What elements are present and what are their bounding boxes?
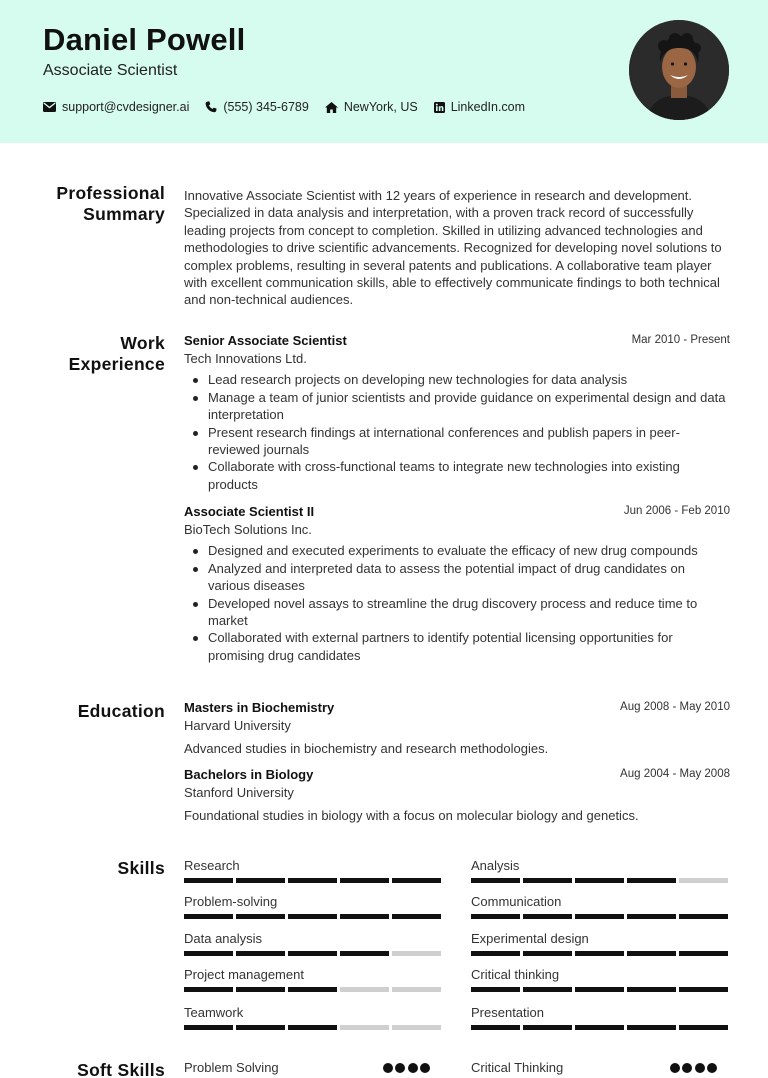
section-title-soft-skills: Soft Skills — [77, 1060, 165, 1078]
profile-photo — [629, 20, 729, 120]
job-dates: Mar 2010 - Present — [631, 334, 730, 346]
contact-phone[interactable] — [205, 100, 308, 114]
skill-name: Communication — [471, 894, 562, 909]
skill-level-segment — [679, 914, 728, 919]
skill-level-segment — [184, 878, 233, 883]
skill-level-segment — [184, 1025, 233, 1030]
skill-name: Critical thinking — [471, 967, 560, 982]
rating-dot — [408, 1063, 418, 1073]
skill-level-bar — [471, 914, 729, 919]
education-dates: Aug 2004 - May 2008 — [620, 768, 730, 780]
skill-level-segment — [340, 878, 389, 883]
skill-level-bar — [184, 878, 442, 883]
skill-name: Project management — [184, 967, 304, 982]
skill-level-segment — [236, 914, 285, 919]
job-entry — [184, 503, 730, 664]
job-company: BioTech Solutions Inc. — [184, 522, 312, 537]
skill-level-segment — [679, 878, 728, 883]
skill-level-bar — [471, 1025, 729, 1030]
skill-level-segment — [471, 987, 520, 992]
education-description: Foundational studies in biology with a focus on molecular biology and genetics. — [184, 808, 639, 824]
skill-item — [471, 967, 729, 992]
skill-level-segment — [340, 914, 389, 919]
degree: Bachelors in Biology — [184, 767, 314, 782]
skill-level-segment — [627, 987, 676, 992]
contact-location-text: NewYork, US — [343, 100, 418, 114]
skill-level-segment — [523, 914, 572, 919]
skill-level-bar — [184, 951, 442, 956]
skill-level-segment — [523, 987, 572, 992]
skill-name: Presentation — [471, 1005, 544, 1020]
skill-level-bar — [471, 878, 729, 883]
section-title-line: Work — [120, 333, 165, 353]
education-entry — [184, 699, 730, 758]
skill-level-segment — [340, 987, 389, 992]
envelope-icon — [43, 102, 56, 112]
soft-skill-name: Problem Solving — [184, 1060, 279, 1075]
skill-name: Problem-solving — [184, 894, 278, 909]
job-bullets — [208, 542, 730, 664]
skill-level-segment — [471, 878, 520, 883]
skill-level-segment — [471, 951, 520, 956]
section-title-skills: Skills — [117, 858, 165, 878]
skill-level-segment — [471, 1025, 520, 1030]
section-title-line: Experience — [68, 354, 165, 374]
skill-level-segment — [679, 951, 728, 956]
soft-skill-rating — [380, 1063, 430, 1073]
skill-level-segment — [575, 914, 624, 919]
bullet-item: Designed and executed experiments to evaluate the efficacy of new drug compounds — [208, 542, 730, 559]
contact-email[interactable] — [43, 100, 189, 114]
job-dates: Jun 2006 - Feb 2010 — [623, 505, 730, 517]
bullet-item: Manage a team of junior scientists and provide guidance on experimental design and data interpretation — [208, 389, 730, 424]
skill-level-segment — [627, 914, 676, 919]
skill-level-segment — [236, 1025, 285, 1030]
skill-level-segment — [679, 1025, 728, 1030]
skill-level-segment — [236, 951, 285, 956]
section-title-summary — [20, 183, 165, 225]
school: Stanford University — [184, 785, 294, 800]
skill-level-segment — [340, 951, 389, 956]
skill-level-segment — [184, 914, 233, 919]
skill-level-segment — [184, 987, 233, 992]
skill-level-bar — [184, 914, 442, 919]
skill-item — [184, 967, 442, 992]
contact-linkedin[interactable] — [434, 100, 525, 114]
soft-skill-item — [471, 1060, 717, 1075]
skill-level-segment — [575, 878, 624, 883]
rating-dot — [383, 1063, 393, 1073]
skill-level-segment — [236, 987, 285, 992]
skill-name: Research — [184, 858, 240, 873]
skill-level-segment — [236, 878, 285, 883]
skill-level-segment — [184, 951, 233, 956]
skill-item — [471, 858, 729, 883]
rating-dot — [670, 1063, 680, 1073]
section-title-education: Education — [77, 701, 165, 721]
bullet-item: Analyzed and interpreted data to assess the potential impact of drug candidates on various diseases — [208, 560, 730, 595]
contact-phone-text: (555) 345-6789 — [223, 100, 309, 114]
soft-skill-item — [184, 1060, 430, 1075]
skill-level-segment — [288, 914, 337, 919]
bullet-item: Present research findings at international conferences and publish papers in peer-reviewed journals — [208, 424, 730, 459]
skill-level-segment — [288, 878, 337, 883]
skill-item — [184, 931, 442, 956]
rating-dot — [695, 1063, 705, 1073]
resume-header — [0, 0, 768, 143]
rating-dot — [682, 1063, 692, 1073]
contact-location — [325, 100, 418, 114]
skill-item — [471, 1005, 729, 1030]
skill-level-segment — [471, 914, 520, 919]
skill-level-bar — [184, 987, 442, 992]
skill-level-segment — [523, 951, 572, 956]
skill-level-segment — [392, 951, 441, 956]
skill-name: Teamwork — [184, 1005, 244, 1020]
skill-name: Experimental design — [471, 931, 589, 946]
linkedin-icon — [434, 102, 445, 113]
contact-bar — [43, 100, 541, 114]
skill-level-segment — [288, 987, 337, 992]
skill-item — [184, 858, 442, 883]
skill-level-segment — [392, 987, 441, 992]
skill-level-segment — [392, 878, 441, 883]
skill-level-segment — [575, 1025, 624, 1030]
skill-item — [471, 894, 729, 919]
contact-linkedin-text: LinkedIn.com — [450, 100, 526, 114]
skill-level-segment — [392, 1025, 441, 1030]
skill-item — [471, 931, 729, 956]
skill-level-segment — [679, 987, 728, 992]
rating-dot — [395, 1063, 405, 1073]
job-bullets — [208, 371, 730, 493]
section-title-line: Professional — [56, 183, 165, 203]
skill-item — [184, 894, 442, 919]
phone-icon — [205, 101, 217, 113]
candidate-name: Daniel Powell — [43, 22, 246, 57]
home-icon — [325, 102, 338, 113]
degree: Masters in Biochemistry — [184, 700, 335, 715]
bullet-item: Lead research projects on developing new technologies for data analysis — [208, 371, 730, 388]
skill-level-segment — [575, 951, 624, 956]
skill-level-segment — [288, 1025, 337, 1030]
skill-level-bar — [471, 951, 729, 956]
education-dates: Aug 2008 - May 2010 — [620, 701, 730, 713]
section-title-line: Summary — [83, 204, 165, 224]
skill-name: Data analysis — [184, 931, 263, 946]
rating-dot — [707, 1063, 717, 1073]
skill-level-segment — [627, 1025, 676, 1030]
summary-text: Innovative Associate Scientist with 12 years of experience in research and development. Specialized in data analysis and interpretation, with a proven track record of successfully leading projects from concept to completion. Skilled in utilizing advanced technologies and methodologies to drive scientific advancements. Recognized for developing novel solutions to complex problems, resulting in several patents and publications. A collaborative team player with excellent communication skills, able to effectively communicate findings to both technical and non-technical audiences. — [184, 188, 722, 308]
education-description: Advanced studies in biochemistry and research methodologies. — [184, 741, 549, 757]
skill-level-segment — [340, 1025, 389, 1030]
bullet-item: Developed novel assays to streamline the drug discovery process and reduce time to market — [208, 595, 730, 630]
skill-level-segment — [627, 951, 676, 956]
education-entry — [184, 766, 730, 825]
skill-name: Analysis — [471, 858, 520, 873]
job-position: Associate Scientist II — [184, 504, 315, 519]
skill-level-bar — [471, 987, 729, 992]
rating-dot — [420, 1063, 430, 1073]
job-entry — [184, 332, 730, 493]
school: Harvard University — [184, 718, 291, 733]
bullet-item: Collaborate with cross-functional teams to integrate new technologies into existing products — [208, 458, 730, 493]
skill-item — [184, 1005, 442, 1030]
job-position: Senior Associate Scientist — [184, 333, 347, 348]
job-title: Associate Scientist — [43, 62, 178, 79]
skill-level-segment — [288, 951, 337, 956]
job-company: Tech Innovations Ltd. — [184, 351, 307, 366]
soft-skill-rating — [667, 1063, 717, 1073]
skill-level-segment — [627, 878, 676, 883]
skill-level-segment — [523, 1025, 572, 1030]
skill-level-segment — [392, 914, 441, 919]
skill-level-segment — [523, 878, 572, 883]
contact-email-text: support@cvdesigner.ai — [62, 100, 190, 114]
skill-level-segment — [575, 987, 624, 992]
soft-skill-name: Critical Thinking — [471, 1060, 564, 1075]
bullet-item: Collaborated with external partners to identify potential licensing opportunities for promising drug candidates — [208, 629, 730, 664]
skill-level-bar — [184, 1025, 442, 1030]
section-title-experience — [20, 333, 165, 375]
